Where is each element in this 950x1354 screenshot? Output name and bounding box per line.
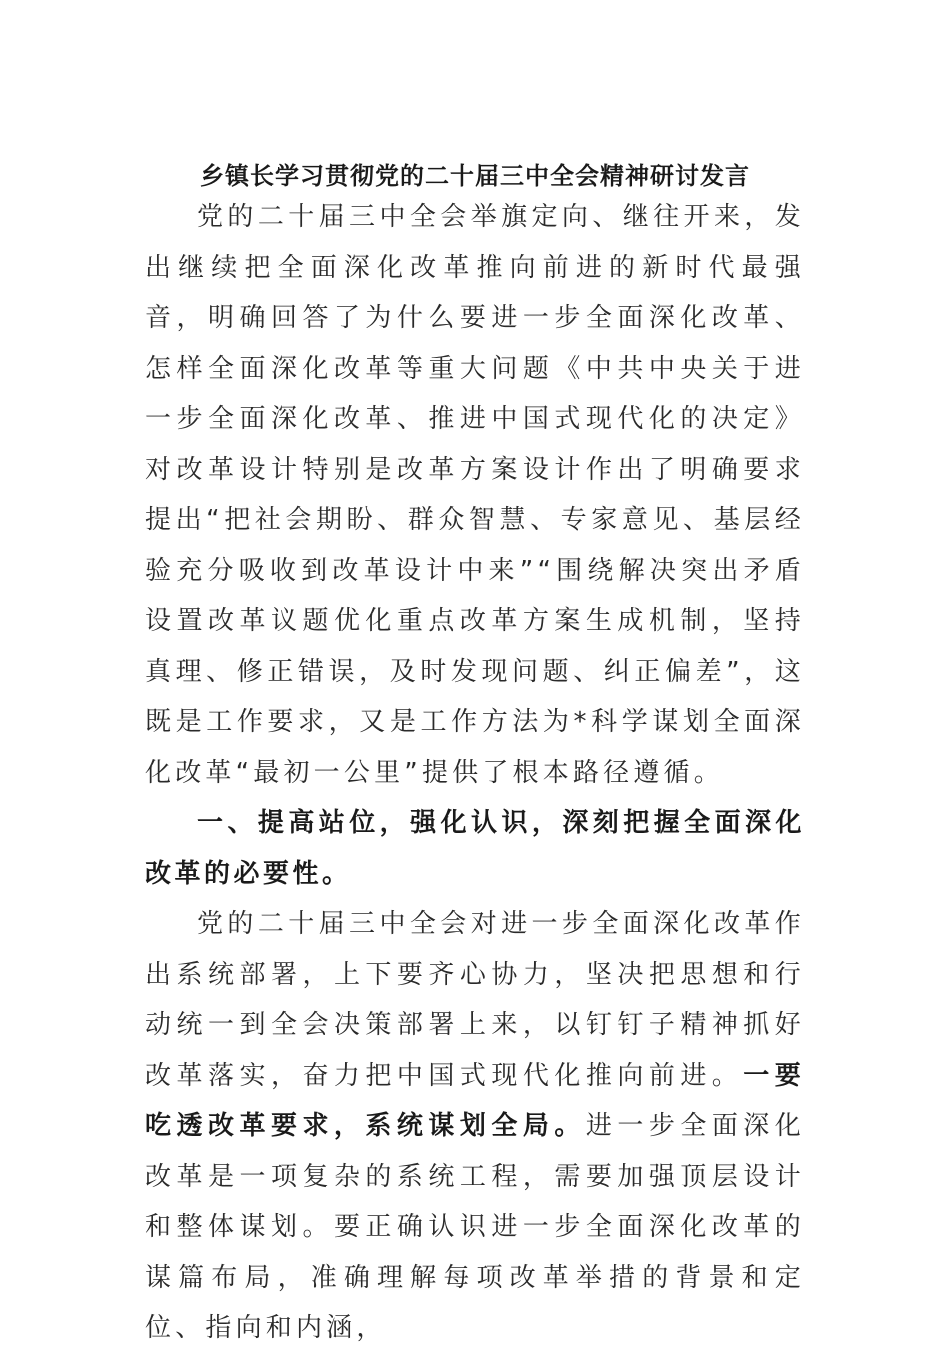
paragraph-bold-phrase: 一要吃透改革要求，系统谋划全局。 (145, 1060, 805, 1141)
paragraph-text-part-1: 党的二十届三中全会对进一步全面深化改革作出系统部署，上下要齐心协力，坚决把思想和行动统一到全会决策部署上来，以钉钉子精神抓好改革落实，奋力把中国式现代化推向前进。 (145, 909, 805, 1091)
document-body (145, 192, 805, 1354)
paragraph-text-part-2: 进一步全面深化改革是一项复杂的系统工程，需要加强顶层设计和整体谋划。要正确认识进一步全面深化改革的谋篇布局，准确理解每项改革举措的背景和定位、指向和内涵， (145, 1111, 805, 1343)
paragraph-section-1 (145, 899, 805, 1354)
paragraph-intro: 党的二十届三中全会举旗定向、继往开来，发出继续把全面深化改革推向前进的新时代最强音，明确回答了为什么要进一步全面深化改革、怎样全面深化改革等重大问题《中共中央关于进一步全面深化改革、推进中国式现代化的决定》对改革设计特别是改革方案设计作出了明确要求提出“把社会期盼、群众智慧、专家意见、基层经验充分吸收到改革设计中来”“围绕解决突出矛盾设置改革议题优化重点改革方案生成机制，坚持真理、修正错误，及时发现问题、纠正偏差”，这既是工作要求，又是工作方法为*科学谋划全面深化改革“最初一公里”提供了根本路径遵循。 (145, 202, 805, 788)
section-heading-1: 一、提高站位，强化认识，深刻把握全面深化改革的必要性。 (145, 808, 805, 889)
document-title: 乡镇长学习贯彻党的二十届三中全会精神研讨发言 (200, 161, 750, 190)
